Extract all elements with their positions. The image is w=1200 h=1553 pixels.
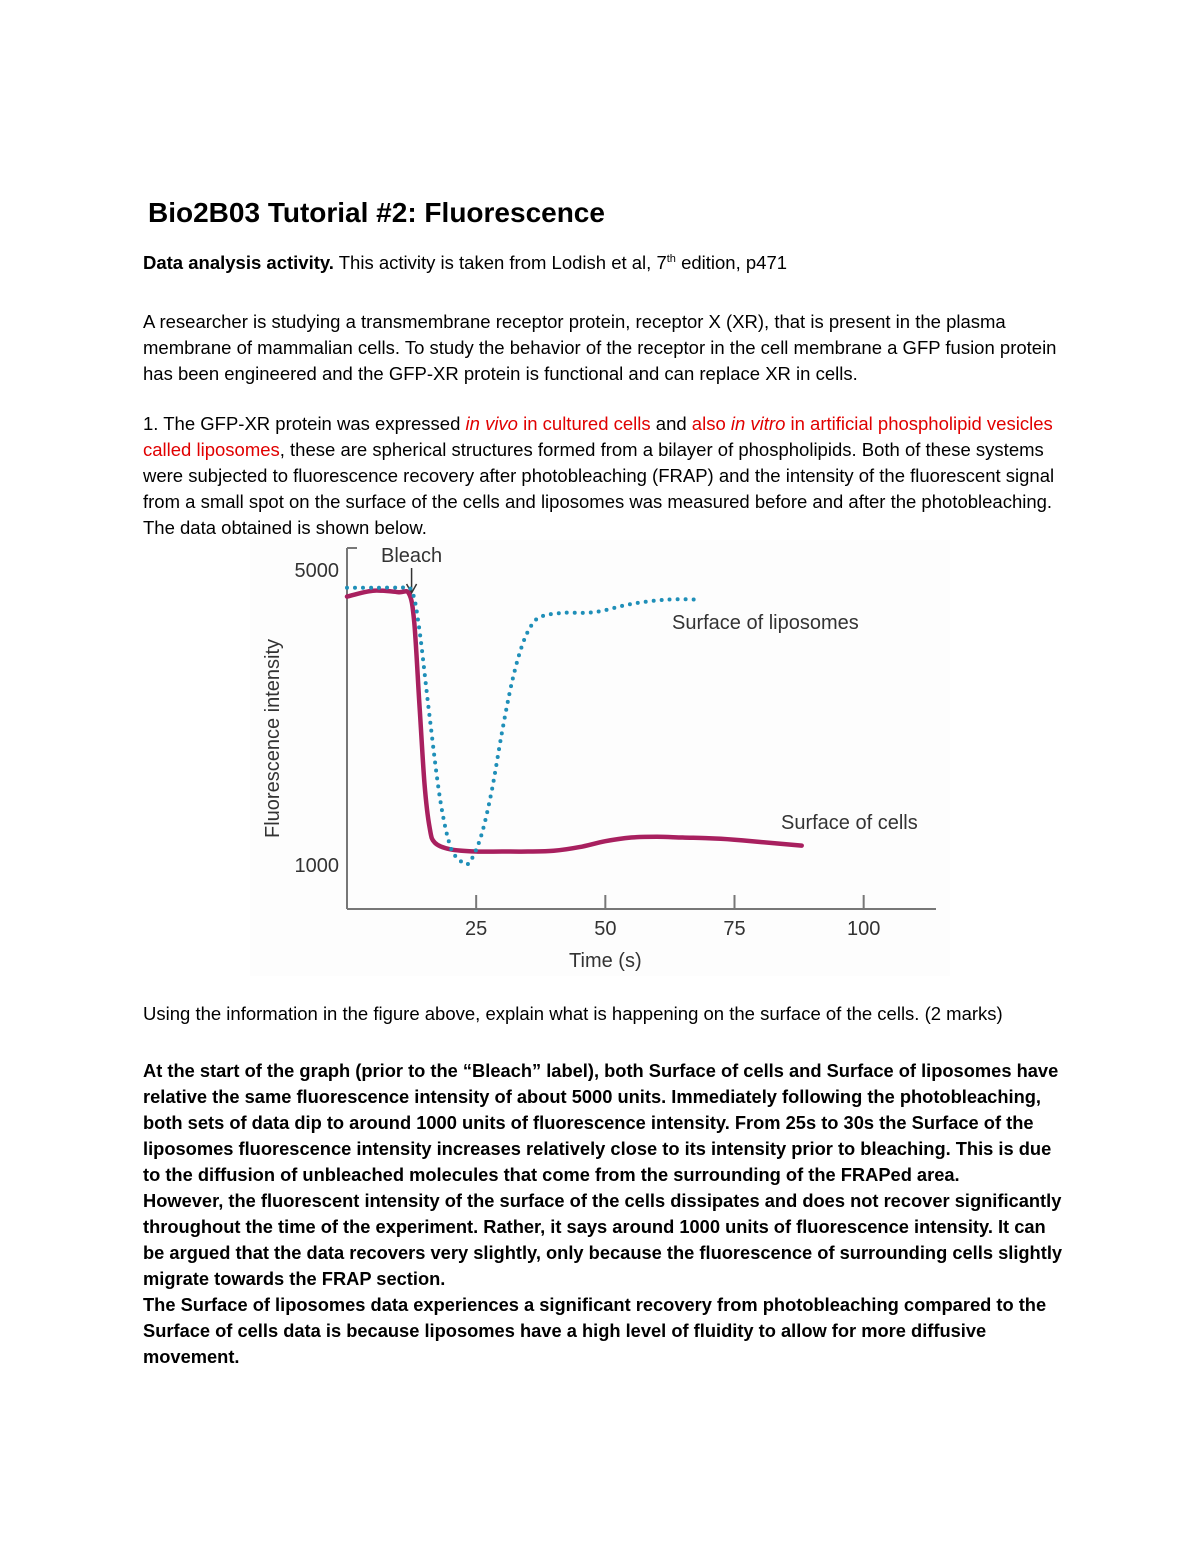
intro-text-a: This activity is taken from Lodish et al, 7 [333,252,667,273]
q1-lead: 1. The GFP-XR protein was expressed [143,412,466,434]
x-tick-label: 25 [465,918,488,940]
q1-cultured-cells: in cultured cells [517,412,651,434]
q1-in-vitro: in vitro [730,412,786,434]
answer-paragraph-3: The Surface of liposomes data experiences a significant recovery from photobleaching compared to the Surface of cells data is because liposomes have a high level of fluidity to allow for more diffusive movement. [143,1294,1047,1367]
y-axis-label: Fluorescence intensity [262,639,284,838]
q1-liposomes: in artificial phospholipid vesicles called liposomes [143,412,1053,460]
x-axis-label: Time (s) [569,950,642,972]
context-paragraph: A researcher is studying a transmembrane receptor protein, receptor X (XR), that is present in the plasma membrane of mammalian cells. To study the behavior of the receptor in the cell membrane a GFP fusion protein has been engineered and the GFP-XR protein is functional and can replace XR in cells. [143,310,1057,384]
q1-in-vivo: in vivo [465,412,518,434]
intro-line [143,250,1063,276]
answer-paragraph-1: At the start of the graph (prior to the “Bleach” label), both Surface of cells and Surface of liposomes have relative the same fluorescence intensity of about 5000 units. Immediately following the photobleaching, both sets of data dip to around 1000 units of fluorescence intensity. From 25s to 30s the Surface of the liposomes fluorescence intensity increases relatively close to its intensity prior to bleaching. This is due to the diffusion of unbleached molecules that come from the surrounding of the FRAPed area. [143,1060,1059,1185]
x-tick-label: 50 [594,918,617,940]
chart-background [250,540,950,976]
intro-superscript: th [666,252,676,265]
series-label-surface-of-liposomes: Surface of liposomes [672,612,859,634]
answer-paragraph-2: However, the fluorescent intensity of the surface of the cells dissipates and does not recover significantly throughout the time of the experiment. Rather, it says around 1000 units of fluorescence intensity. It can be argued that the data recovers very slightly, only because the fluorescence of surrounding cells slightly migrate towards the FRAP section. [143,1190,1063,1289]
q1-and: and [650,412,692,434]
x-tick-label: 100 [846,918,881,940]
bleach-label: Bleach [381,545,443,567]
intro-bold: Data analysis activity. [143,252,334,273]
y-tick-label: 1000 [294,854,339,877]
answer-section [143,1058,1063,1370]
question-1-paragraph [143,411,1063,541]
x-tick-label: 75 [723,918,746,940]
page-title: Bio2B03 Tutorial #2: Fluorescence [148,197,605,228]
question-2-paragraph: Using the information in the figure above, explain what is happening on the surface of the cells. (2 marks) [143,1002,1003,1024]
y-tick-label: 5000 [294,560,339,583]
frap-chart [250,540,950,976]
q1-rest: , these are spherical structures formed from a bilayer of phospholipids. Both of these systems were subjected to fluorescence recovery after photobleaching (FRAP) and the intensity of the fluorescent signal from a small spot on the surface of the cells and liposomes was measured before and after the photobleaching. The data obtained is shown below. [143,438,1055,538]
q1-also: also [691,412,731,434]
series-label-surface-of-cells: Surface of cells [781,812,918,834]
intro-text-b: edition, p471 [675,252,788,273]
